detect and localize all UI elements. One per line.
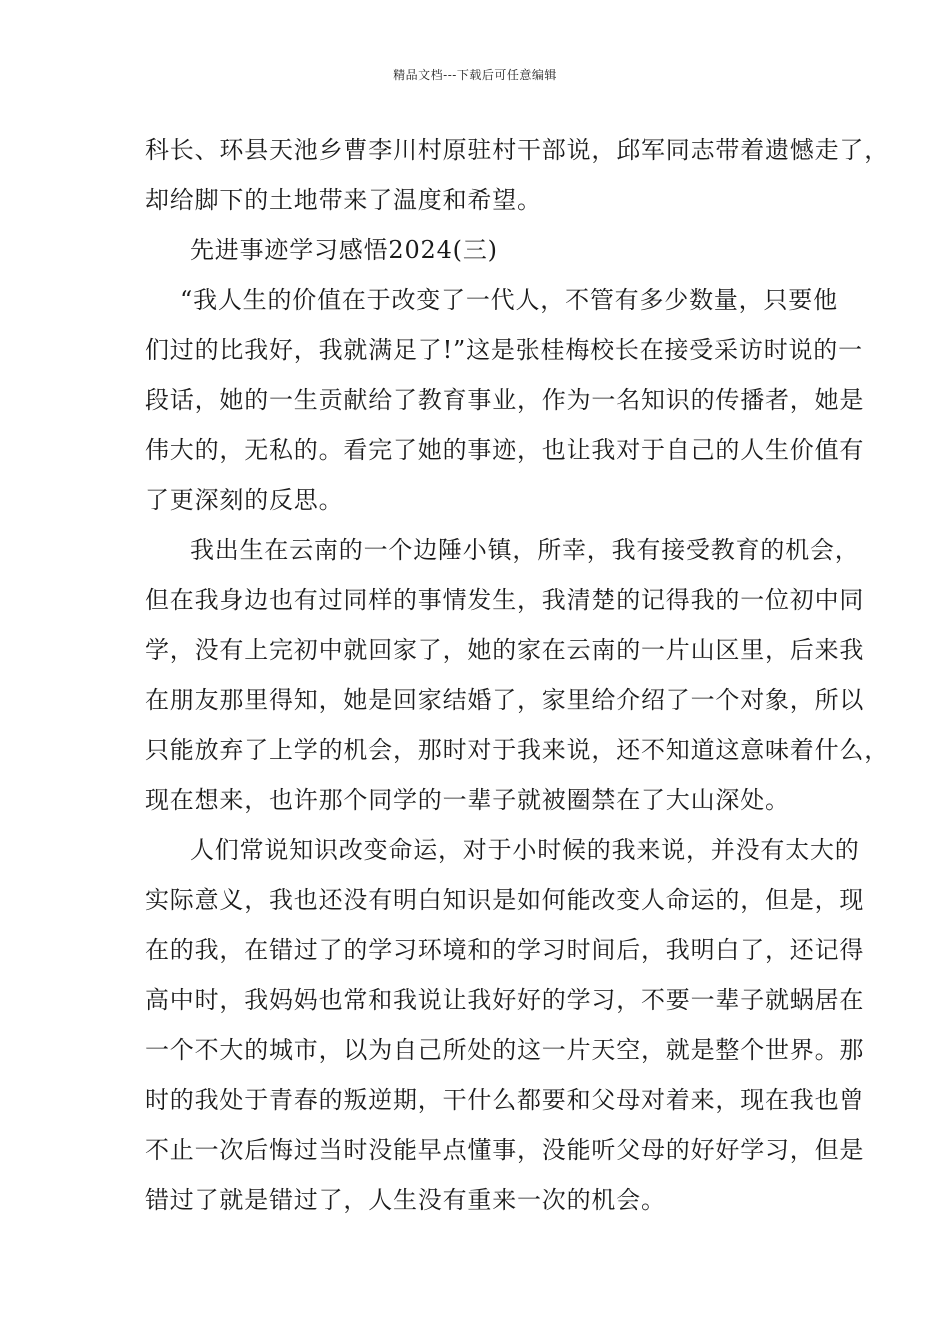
text-line: 错过了就是错过了，人生没有重来一次的机会。 — [145, 1186, 666, 1214]
text-line: 伟大的，无私的。看完了她的事迹，也让我对于自己的人生价值有 — [145, 436, 865, 464]
text-line: 了更深刻的反思。 — [145, 486, 344, 514]
text-line: 在朋友那里得知，她是回家结婚了，家里给介绍了一个对象，所以 — [145, 686, 865, 714]
text-line: 科长、环县天池乡曹李川村原驻村干部说，邱军同志带着遗憾走了， — [145, 136, 889, 164]
text-line: 段话，她的一生贡献给了教育事业，作为一名知识的传播者，她是 — [145, 386, 865, 414]
text-line: 却给脚下的土地带来了温度和希望。 — [145, 186, 542, 214]
page-header: 精品文档---下载后可任意编辑 — [393, 68, 557, 82]
text-line: 现在想来，也许那个同学的一辈子就被圈禁在了大山深处。 — [145, 786, 790, 814]
text-line: 人们常说知识改变命运，对于小时候的我来说，并没有太大的 — [190, 836, 860, 864]
text-line: 实际意义，我也还没有明白知识是如何能改变人命运的，但是，现 — [145, 886, 865, 914]
text-line: 一个不大的城市，以为自己所处的这一片天空，就是整个世界。那 — [145, 1036, 865, 1064]
text-line: “我人生的价值在于改变了一代人，不管有多少数量，只要他 — [180, 286, 838, 314]
text-line: 高中时，我妈妈也常和我说让我好好的学习，不要一辈子就蜗居在 — [145, 986, 865, 1014]
text-line: 我出生在云南的一个边陲小镇，所幸，我有接受教育的机会， — [190, 536, 860, 564]
text-line: 不止一次后悔过当时没能早点懂事，没能听父母的好好学习，但是 — [145, 1136, 865, 1164]
text-line: 在的我，在错过了的学习环境和的学习时间后，我明白了，还记得 — [145, 936, 865, 964]
text-line: 只能放弃了上学的机会，那时对于我来说，还不知道这意味着什么， — [145, 736, 889, 764]
text-line: 但在我身边也有过同样的事情发生，我清楚的记得我的一位初中同 — [145, 586, 865, 614]
section-title: 先进事迹学习感悟2024(三) — [190, 236, 498, 264]
text-line: 学，没有上完初中就回家了，她的家在云南的一片山区里，后来我 — [145, 636, 865, 664]
text-line: 们过的比我好，我就满足了!”这是张桂梅校长在接受采访时说的一 — [145, 336, 863, 364]
text-line: 时的我处于青春的叛逆期，干什么都要和父母对着来，现在我也曾 — [145, 1086, 865, 1114]
